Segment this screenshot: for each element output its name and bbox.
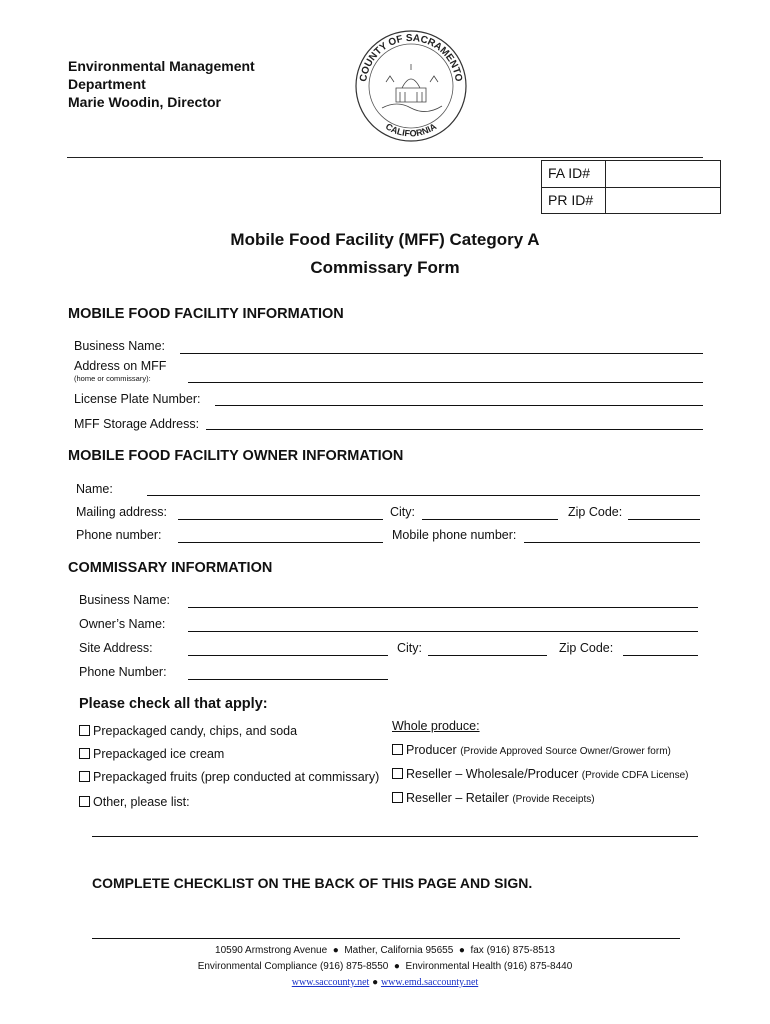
check-item-producer[interactable] — [392, 743, 671, 757]
footer-web-line — [0, 977, 770, 988]
check-item-note: (Provide Receipts) — [512, 794, 595, 805]
check-item-label: Prepackaged fruits (prep conducted at commissary) — [93, 770, 380, 784]
bullet-icon: ● — [393, 961, 400, 972]
county-seal-logo — [352, 22, 470, 152]
check-item-label: Other, please list: — [93, 795, 190, 809]
footer-compliance: Environmental Compliance (916) 875-8550 — [197, 961, 389, 972]
owner-zip-field[interactable] — [628, 519, 700, 520]
mff-address-label: Address on MFF — [74, 359, 167, 373]
owner-info-heading: MOBILE FOOD FACILITY OWNER INFORMATION — [68, 448, 404, 464]
footer-divider — [92, 938, 680, 939]
check-item-label: Prepackaged candy, chips, and soda — [93, 724, 298, 738]
checkbox-icon[interactable] — [392, 744, 403, 755]
check-item-fruits[interactable] — [79, 770, 379, 784]
owner-phone-label: Phone number: — [76, 528, 162, 542]
form-subtitle: Commissary Form — [310, 258, 460, 277]
id-box — [541, 160, 721, 214]
checkbox-icon[interactable] — [79, 796, 90, 807]
check-item-other[interactable] — [79, 795, 190, 809]
owner-mailing-field[interactable] — [178, 519, 383, 520]
owner-city-field[interactable] — [422, 519, 558, 520]
commissary-site-field[interactable] — [188, 655, 388, 656]
checkbox-icon[interactable] — [79, 748, 90, 759]
header-divider — [67, 157, 703, 158]
footer-health: Environmental Health (916) 875-8440 — [405, 961, 573, 972]
mff-address-field[interactable] — [188, 382, 703, 383]
owner-name-label: Name: — [76, 482, 113, 496]
checkbox-icon[interactable] — [392, 792, 403, 803]
department-name-line2: Department — [68, 76, 146, 92]
owner-mobile-field[interactable] — [524, 542, 700, 543]
fa-id-field[interactable] — [606, 161, 720, 187]
fa-id-label: FA ID# — [542, 161, 606, 187]
other-list-field[interactable] — [92, 836, 698, 837]
owner-name-field[interactable] — [147, 495, 700, 496]
check-item-label: Reseller – Wholesale/Producer — [406, 767, 579, 781]
saccounty-link[interactable]: www.saccounty.net — [291, 977, 370, 988]
checkbox-icon[interactable] — [392, 768, 403, 779]
owner-city-label: City: — [390, 505, 415, 519]
pr-id-field[interactable] — [606, 188, 720, 214]
checklist-heading: Please check all that apply: — [79, 696, 268, 712]
commissary-phone-label: Phone Number: — [79, 665, 167, 679]
owner-zip-label: Zip Code: — [568, 505, 623, 519]
svg-text:CALIFORNIA — [384, 121, 439, 138]
check-item-ice-cream[interactable] — [79, 747, 224, 761]
storage-address-field[interactable] — [206, 429, 703, 430]
check-item-reseller-retailer[interactable] — [392, 791, 595, 805]
commissary-heading: COMMISSARY INFORMATION — [68, 560, 273, 576]
footer-city: Mather, California 95655 — [344, 945, 454, 956]
footer-address-line — [0, 945, 770, 956]
bullet-icon: ● — [332, 945, 339, 956]
check-item-label: Producer — [406, 743, 457, 757]
bullet-icon: ● — [372, 977, 379, 988]
mff-business-name-label: Business Name: — [74, 339, 166, 353]
owner-mobile-label: Mobile phone number: — [392, 528, 517, 542]
checkbox-icon[interactable] — [79, 771, 90, 782]
commissary-owner-field[interactable] — [188, 631, 698, 632]
mff-business-name-field[interactable] — [180, 353, 703, 354]
owner-mailing-label: Mailing address: — [76, 505, 168, 519]
check-item-label: Prepackaged ice cream — [93, 747, 225, 761]
commissary-business-field[interactable] — [188, 607, 698, 608]
department-name-line1: Environmental Management — [68, 58, 255, 74]
mff-address-note: (home or commissary): — [74, 374, 151, 383]
commissary-city-label: City: — [397, 641, 422, 655]
bullet-icon: ● — [458, 945, 465, 956]
checkbox-icon[interactable] — [79, 725, 90, 736]
storage-address-label: MFF Storage Address: — [74, 417, 200, 431]
check-item-note: (Provide Approved Source Owner/Grower form) — [460, 746, 671, 757]
whole-produce-label: Whole produce: — [392, 719, 480, 733]
commissary-owner-label: Owner’s Name: — [79, 617, 166, 631]
check-item-label: Reseller – Retailer — [406, 791, 509, 805]
complete-checklist-note: COMPLETE CHECKLIST ON THE BACK OF THIS PAGE AND SIGN. — [92, 875, 533, 891]
footer-phone-line — [0, 961, 770, 972]
mff-info-heading: MOBILE FOOD FACILITY INFORMATION — [68, 306, 344, 322]
license-plate-field[interactable] — [215, 405, 703, 406]
seal-bottom-text: CALIFORNIA — [383, 121, 439, 139]
license-plate-label: License Plate Number: — [74, 392, 201, 406]
director-name: Marie Woodin, Director — [68, 94, 221, 110]
commissary-business-label: Business Name: — [79, 593, 171, 607]
form-title: Mobile Food Facility (MFF) Category A — [230, 230, 540, 249]
footer-fax: fax (916) 875-8513 — [470, 945, 555, 956]
commissary-zip-label: Zip Code: — [559, 641, 614, 655]
svg-text:COUNTY OF SACRAMENTO — [358, 33, 464, 83]
commissary-site-label: Site Address: — [79, 641, 153, 655]
pr-id-label: PR ID# — [542, 188, 606, 214]
seal-top-text: COUNTY OF SACRAMENTO — [358, 32, 464, 83]
owner-phone-field[interactable] — [178, 542, 383, 543]
check-item-candy[interactable] — [79, 724, 297, 738]
commissary-city-field[interactable] — [428, 655, 547, 656]
commissary-phone-field[interactable] — [188, 679, 388, 680]
check-item-note: (Provide CDFA License) — [581, 770, 689, 781]
check-item-reseller-wholesale[interactable] — [392, 767, 689, 781]
footer-street: 10590 Armstrong Avenue — [215, 945, 328, 956]
emd-saccounty-link[interactable]: www.emd.saccounty.net — [380, 977, 479, 988]
commissary-zip-field[interactable] — [623, 655, 698, 656]
department-header — [68, 57, 255, 111]
